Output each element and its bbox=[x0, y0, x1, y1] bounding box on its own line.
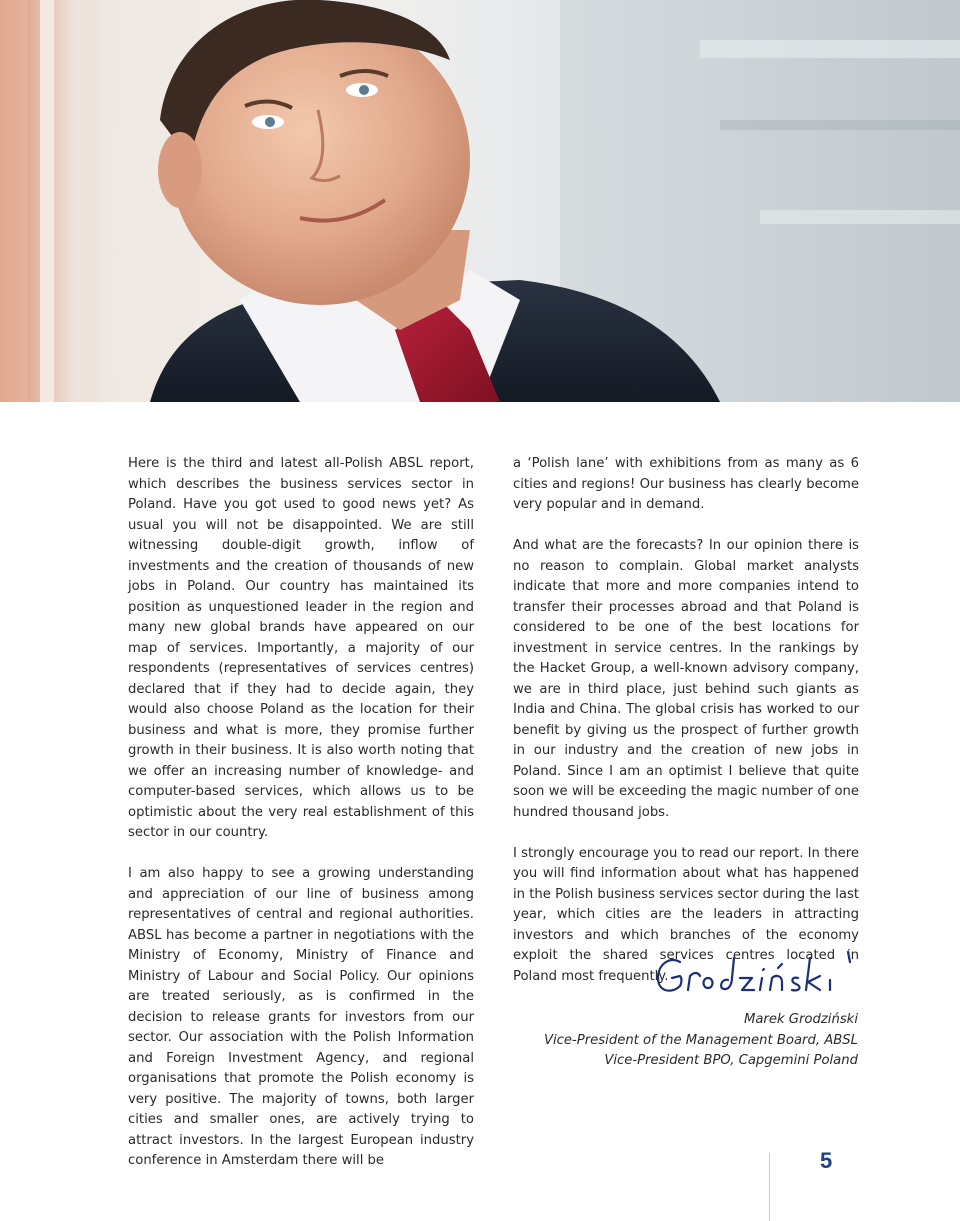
paragraph: I strongly encourage you to read our report. In there you will find information about what has happened in the Polish business services sector during the last year, which cities are the leaders in attracting investors and which branches of the economy exploit the shared services centres located in Poland most frequently. bbox=[513, 845, 859, 984]
signatory-title: Vice-President BPO, Capgemini Poland bbox=[604, 1053, 858, 1068]
paragraph: a ‘Polish lane’ with exhibitions from as many as 6 cities and regions! Our business has clearly become very popular and in demand. bbox=[513, 456, 859, 512]
page-number: 5 bbox=[820, 1148, 833, 1173]
signatory-title: Vice-President of the Management Board, ABSL bbox=[544, 1032, 858, 1048]
portrait-photo bbox=[0, 0, 960, 402]
page-number-divider bbox=[769, 1153, 770, 1221]
right-column bbox=[513, 454, 859, 1008]
paragraph: Here is the third and latest all-Polish ABSL report, which describes the business services sector in Poland. Have you got used to good news yet? As usual you will not be disappointed. We are still witnessing double-digit growth, inflow of investments and the creation of thousands of new jobs in Poland. Our country has maintained its position as unquestioned leader in the region and many new global brands have appeared on our map of services. Importantly, a majority of our respondents (representatives of services centres) declared that if they had to decide again, they would also choose Poland as the location for their business and what is more, they promise further growth in their business. It is also worth noting that we offer an increasing number of knowledge- and computer-based services, which allows us to be optimistic about the very real establishment of this sector in our country. bbox=[128, 456, 474, 840]
paragraph: And what are the forecasts? In our opinion there is no reason to complain. Global market analysts indicate that more and more companies intend to transfer their processes abroad and that Poland is considered to be one of the best locations for investment in service centres. In the rankings by the Hacket Group, a well-known advisory company, we are in third place, just behind such giants as India and China. The global crisis has worked to our benefit by giving us the prospect of further growth in our industry and the creation of new jobs in Poland. Since I am an optimist I believe that quite soon we will be exceeding the magic number of one hundred thousand jobs. bbox=[513, 538, 859, 820]
signature-block bbox=[458, 1010, 858, 1072]
paragraph: I am also happy to see a growing understanding and appreciation of our line of business among representatives of central and regional authorities. ABSL has become a partner in negotiations with the Ministry of Economy, Ministry of Finance and Ministry of Labour and Social Policy. Our opinions are treated seriously, as is confirmed in the decision to release grants for investors from our sector. Our association with the Polish Information and Foreign Investment Agency, and regional organisations that promote the Polish economy is very positive. The majority of towns, both larger cities and smaller ones, are actively trying to attract investors. In the largest European industry conference in Amsterdam there will be bbox=[128, 866, 474, 1168]
handwritten-signature bbox=[652, 948, 864, 1004]
left-column bbox=[128, 454, 474, 1192]
signatory-name: Marek Grodziński bbox=[743, 1012, 858, 1027]
